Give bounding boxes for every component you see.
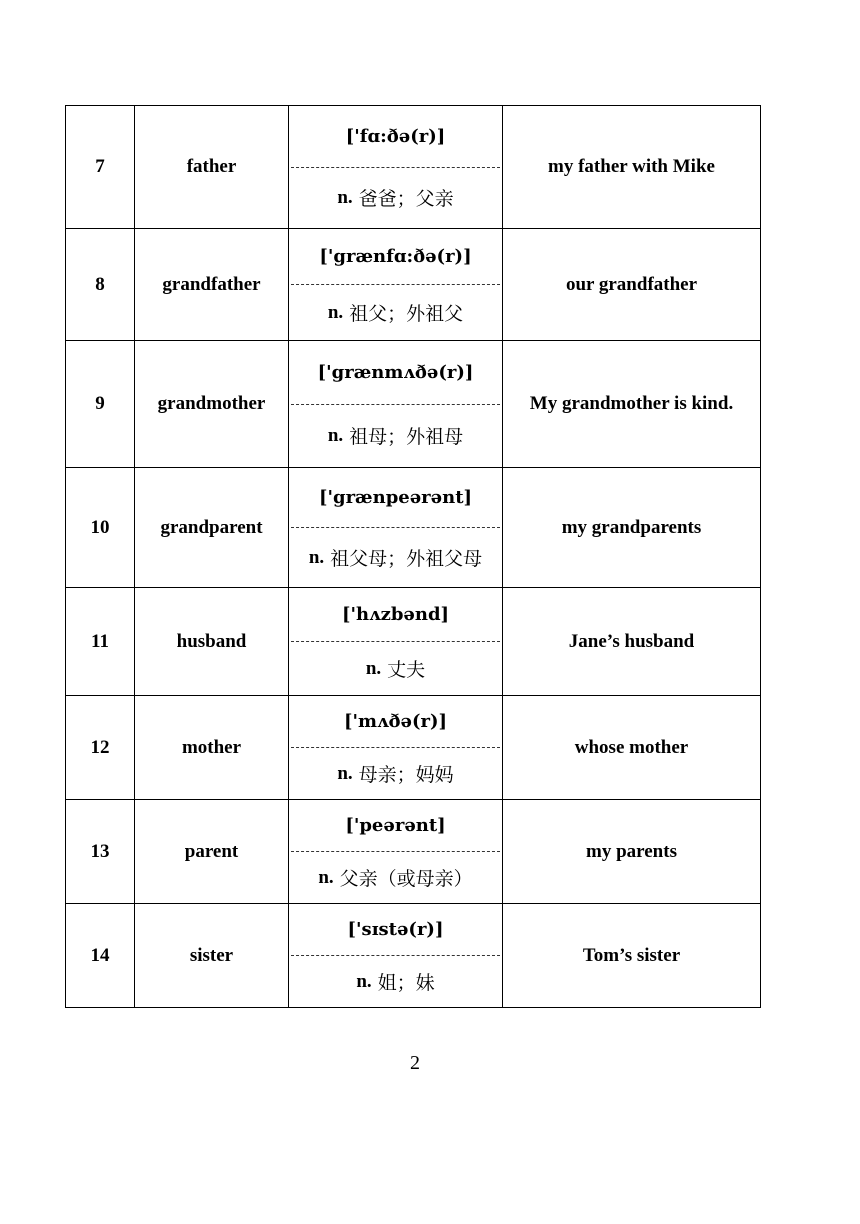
table-row	[66, 106, 761, 229]
meaning-line	[289, 405, 502, 468]
phonetic-meaning-cell	[289, 341, 503, 468]
phonetic-meaning-cell	[289, 588, 503, 696]
phonetic-meaning-cell	[289, 696, 503, 800]
example-cell: whose mother	[503, 696, 761, 800]
chinese-meaning: 丈夫	[387, 659, 426, 681]
phonetic-text: ['fɑ:ðə(r)]	[291, 106, 500, 168]
word-cell: parent	[135, 800, 289, 904]
table-row	[66, 341, 761, 468]
part-of-speech: n.	[327, 424, 344, 446]
example-cell: our grandfather	[503, 229, 761, 341]
phonetic-meaning-cell	[289, 468, 503, 588]
example-cell: Jane’s husband	[503, 588, 761, 696]
part-of-speech: n.	[365, 657, 382, 679]
vocabulary-table	[65, 105, 761, 1008]
part-of-speech: n.	[318, 866, 334, 888]
phonetic-text: ['sɪstə(r)]	[291, 904, 500, 956]
table-row	[66, 588, 761, 696]
chinese-meaning: 母亲；妈妈	[358, 764, 454, 786]
row-number: 10	[66, 468, 135, 588]
example-cell: my parents	[503, 800, 761, 904]
row-number: 8	[66, 229, 135, 341]
word-cell: sister	[135, 904, 289, 1008]
row-number: 12	[66, 696, 135, 800]
example-cell: my grandparents	[503, 468, 761, 588]
example-cell: Tom’s sister	[503, 904, 761, 1008]
meaning-line	[289, 168, 502, 229]
word-cell: grandparent	[135, 468, 289, 588]
part-of-speech: n.	[327, 301, 344, 323]
page-number: 2	[410, 1052, 420, 1074]
table-row	[66, 800, 761, 904]
chinese-meaning: 祖母；外祖母	[349, 426, 464, 449]
meaning-line	[289, 956, 502, 1007]
phonetic-text: ['grænfɑ:ðə(r)]	[291, 229, 500, 285]
word-cell: father	[135, 106, 289, 229]
example-cell: My grandmother is kind.	[503, 341, 761, 468]
part-of-speech: n.	[356, 970, 372, 992]
chinese-meaning: 爸爸；父亲	[358, 188, 454, 211]
meaning-line	[289, 528, 502, 587]
chinese-meaning: 姐；妹	[377, 972, 435, 994]
chinese-meaning: 祖父；外祖父	[349, 303, 464, 325]
word-cell: grandmother	[135, 341, 289, 468]
row-number: 11	[66, 588, 135, 696]
row-number: 7	[66, 106, 135, 229]
row-number: 13	[66, 800, 135, 904]
phonetic-meaning-cell	[289, 229, 503, 341]
table-row	[66, 696, 761, 800]
word-cell: mother	[135, 696, 289, 800]
phonetic-text: ['mʌðə(r)]	[291, 696, 500, 748]
chinese-meaning: 父亲（或母亲）	[339, 868, 473, 890]
meaning-line	[289, 748, 502, 799]
meaning-line	[289, 642, 502, 695]
part-of-speech: n.	[308, 546, 325, 568]
phonetic-meaning-cell	[289, 904, 503, 1008]
word-cell: grandfather	[135, 229, 289, 341]
phonetic-text: ['grænpeərənt]	[291, 468, 500, 528]
chinese-meaning: 祖父母；外祖父母	[330, 548, 483, 570]
phonetic-meaning-cell	[289, 800, 503, 904]
word-cell: husband	[135, 588, 289, 696]
meaning-line	[289, 852, 502, 903]
example-cell: my father with Mike	[503, 106, 761, 229]
meaning-line	[289, 285, 502, 340]
phonetic-text: ['grænmʌðə(r)]	[291, 341, 500, 405]
part-of-speech: n.	[337, 186, 353, 208]
row-number: 14	[66, 904, 135, 1008]
phonetic-text: ['hʌzbənd]	[291, 588, 500, 642]
part-of-speech: n.	[337, 762, 353, 784]
phonetic-meaning-cell	[289, 106, 503, 229]
table-row	[66, 468, 761, 588]
table-row	[66, 229, 761, 341]
row-number: 9	[66, 341, 135, 468]
table-row	[66, 904, 761, 1008]
phonetic-text: ['peərənt]	[291, 800, 500, 852]
